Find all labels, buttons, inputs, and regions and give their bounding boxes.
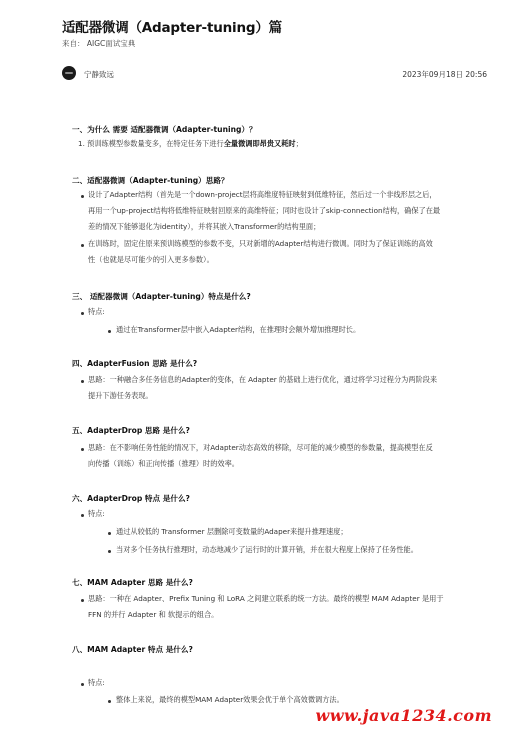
bullet-dot (81, 312, 84, 315)
line: 性（也就是尽可能少的引入更多参数）。 (88, 255, 214, 264)
author-row (62, 64, 487, 84)
line: 思路：在不影响任务性能的情况下，对Adapter动态高效的移除，尽可能的减少模型的参数量，提高模型在反 (88, 443, 433, 452)
bullet-dot (81, 683, 84, 686)
bullet-dot (81, 195, 84, 198)
sub-bullet-dot (108, 330, 111, 333)
line: 再用一个up-project结构将低维特征映射回原来的高维特征；同时也设计了skip-connection结构，确保了在最 (88, 206, 441, 215)
section-4-bullet (88, 372, 488, 404)
section-1-bold: 全量微调即昂贵又耗时 (223, 139, 296, 148)
section-8-heading: 八、MAM Adapter 特点 是什么? (72, 645, 193, 654)
section-2-bullet-1 (88, 187, 488, 235)
section-8-label: 特点: (88, 678, 105, 687)
section-1-text: 预训练模型参数量变多，在特定任务下进行 (87, 139, 224, 148)
line: 思路：一种融合多任务信息的Adapter的变体，在 Adapter 的基础上进行优化，通过将学习过程分为两阶段来 (88, 375, 438, 384)
publish-date: 2023年09月18日 20:56 (402, 70, 487, 79)
avatar[interactable] (62, 66, 76, 80)
section-4-heading: 四、AdapterFusion 思路 是什么? (72, 359, 198, 368)
section-7-bullet (88, 591, 488, 623)
section-3-sub-1: 通过在Transformer层中嵌入Adapter结构，在推理时会额外增加推理时长。 (116, 325, 361, 334)
watermark: www.java1234.com (315, 706, 492, 725)
bullet-dot (81, 599, 84, 602)
bullet-dot (81, 514, 84, 517)
section-3-heading: 三、 适配器微调（Adapter-tuning）特点是什么? (72, 292, 251, 301)
sub-bullet-dot (108, 532, 111, 535)
section-7-heading: 七、MAM Adapter 思路 是什么? (72, 578, 193, 587)
section-2-bullet-2 (88, 236, 488, 268)
section-3-label: 特点: (88, 307, 105, 316)
line: 差的情况下能够退化为identity），并将其嵌入Transformer的结构里面； (88, 222, 321, 231)
section-2-heading: 二、适配器微调（Adapter-tuning）思路？ (72, 176, 229, 185)
section-6-label: 特点: (88, 509, 105, 518)
section-6-sub-2: 当对多个任务执行推理时，动态地减少了运行时的计算开销，并在很大程度上保持了任务性能。 (116, 545, 418, 554)
bullet-dot (81, 244, 84, 247)
sub-bullet-dot (108, 550, 111, 553)
bullet-dot (81, 380, 84, 383)
sub-bullet-dot (108, 700, 111, 703)
section-1-heading: 一、为什么 需要 适配器微调（Adapter-tuning）？ (72, 125, 257, 134)
line: 思路：一种在 Adapter、Prefix Tuning 和 LoRA 之间建立联系的统一方法。最终的模型 MAM Adapter 是用于 (88, 594, 444, 603)
section-8-sub-1: 整体上来说，最终的模型MAM Adapter效果会优于单个高效微调方法。 (116, 695, 344, 704)
line: FFN 的并行 Adapter 和 软提示的组合。 (88, 610, 219, 619)
bullet-dot (81, 448, 84, 451)
author-name[interactable]: 宁静致远 (84, 70, 114, 79)
list-number: 1. (78, 139, 85, 148)
line: 设计了Adapter结构（首先是一个down-project层将高维度特征映射到低维特征，然后过一个非线形层之后， (88, 190, 437, 199)
section-5-bullet (88, 440, 488, 472)
section-6-heading: 六、AdapterDrop 特点 是什么? (72, 494, 190, 503)
section-6-sub-1: 通过从较低的 Transformer 层删除可变数量的Adaper来提升推理速度； (116, 527, 348, 536)
section-1-end: ； (295, 139, 303, 148)
section-1-item (78, 136, 303, 152)
line: 提升下游任务表现。 (88, 391, 153, 400)
article-source: 来自： AIGC面试宝典 (62, 39, 136, 48)
line: 在训练时，固定住原来预训练模型的参数不变，只对新增的Adapter结构进行微调。同时为了保证训练的高效 (88, 239, 433, 248)
line: 向传播（训练）和正向传播（推理）时的效率。 (88, 459, 239, 468)
section-5-heading: 五、AdapterDrop 思路 是什么? (72, 426, 190, 435)
article-title: 适配器微调（Adapter-tuning）篇 (62, 20, 282, 36)
